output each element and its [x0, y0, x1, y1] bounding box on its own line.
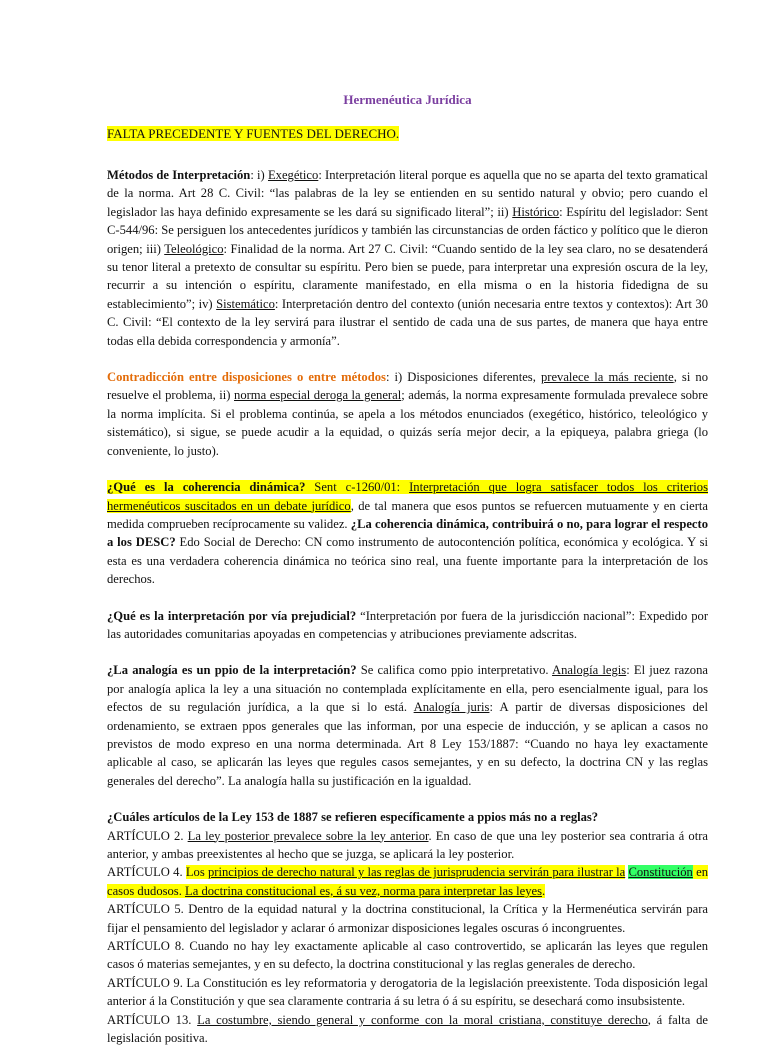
underlined-term: prevalece la más reciente — [540, 370, 674, 385]
highlighted-text: Interpretación que logra satisfacer todos los criterios hermenéuticos suscitados en un debate jurídico — [107, 480, 708, 513]
text-run: ARTÍCULO 2. — [107, 828, 188, 843]
highlighted-text: La doctrina constitucional es, á su vez, norma para interpretar las leyes — [185, 883, 543, 898]
paragraph-prejudicial — [107, 607, 708, 644]
paragraph-coherence — [107, 478, 708, 588]
text-run: Edo Social de Derecho: CN como instrumento de autocontención política, económica y ecológica. Y si esta es una verdadera coherencia dinámica no teórica sino real, una fuente importante para la interpretación de los derechos. — [107, 535, 708, 587]
text-run: : El juez razona por analogía aplica la ley a una situación no contemplada explícitamente en ella, pero esencialmente igual, para los efectos de su regulación jurídica, a la que si lo está. — [107, 663, 708, 715]
paragraph-heading: ¿La analogía es un ppio de la interpretación? — [107, 663, 357, 678]
highlighted-text: en casos dudosos — [107, 865, 708, 898]
paragraph-methods — [107, 166, 708, 350]
paragraph-heading: ¿Qué es la interpretación por vía prejudicial? — [107, 608, 357, 623]
text-run: : Espíritu del legislador: Sent C-544/96: Se persiguen los antecedentes jurídicos y también las circunstancias de orden fáctico y político que le dieron origen; iii) — [107, 204, 708, 256]
section-banner — [107, 126, 708, 142]
paragraph-heading: Métodos de Interpretación — [107, 168, 251, 182]
green-highlighted-text: Constitución — [628, 865, 693, 880]
paragraph-contradiction — [107, 368, 708, 460]
paragraph-subheading: ¿La coherencia dinámica, contribuirá o no, para lograr el respecto a los DESC? — [107, 516, 708, 550]
text-run: : i) Disposiciones diferentes, — [385, 370, 541, 385]
article-2 — [107, 827, 708, 864]
highlighted-text: Los — [185, 865, 208, 880]
text-run: , de tal manera que esos puntos se refuercen mutuamente y en cierta medida comprueben recíprocamente su validez. — [107, 498, 708, 531]
underlined-term: Sistemático — [216, 296, 275, 311]
underlined-term: Histórico — [512, 204, 560, 219]
text-run: Se califica como ppio interpretativo. — [356, 663, 553, 678]
text-run: ARTÍCULO 13. — [107, 1012, 198, 1027]
underlined-term: La costumbre, siendo general y conforme con la moral cristiana, constituye derecho — [197, 1012, 648, 1027]
text-run: Sent c-1260/01: — [305, 480, 410, 495]
highlighted-text: principios de derecho natural y las reglas de jurisprudencia servirán para ilustrar la — [207, 865, 626, 880]
text-run: : Interpretación dentro del contexto (unión necesaria entre textos y contextos): Art 30 C. Civil: “El contexto de la ley servirá para ilustrar el sentido de cada una de sus partes, de manera que haya entre todas ella debida correspondencia y armonía”. — [107, 296, 708, 348]
text-run: : Finalidad de la norma. Art 27 C. Civil: “Cuando sentido de la ley sea claro, no se desatenderá su tenor literal a pretexto de consultar su espíritu. Pero bien se puede, para interpretar una expresión oscura de la ley, recurrir a su intención o espíritu, claramente manifestado, en ella misma o en la historia fidedigna de su establecimiento”; iv) — [107, 241, 709, 311]
paragraph-articles-heading — [107, 808, 708, 826]
text-run: “Interpretación por fuera de la jurisdicción nacional”: Expedido por las autoridades comunitarias apoyadas en competencias y atribuciones previamente adscritas. — [107, 608, 709, 641]
text-run: : i) — [250, 168, 268, 182]
paragraph-heading: ¿Cuáles artículos de la Ley 153 de 1887 se refieren específicamente a ppios más no a reglas? — [107, 810, 599, 825]
underlined-term: La ley posterior prevalece sobre la ley anterior — [187, 828, 429, 843]
text-run: , si no resuelve el problema, ii) — [107, 370, 709, 403]
article-5: ARTÍCULO 5. Dentro de la equidad natural y la doctrina constitucional, la Crítica y la Hermenéutica servirán para fijar el pensamiento del legislador y aclarar ó armonizar disposiciones legales oscuras ó incongruentes. — [107, 902, 708, 935]
banner-text: FALTA PRECEDENTE Y FUENTES DEL DERECHO. — [107, 126, 400, 141]
text-run: : A partir de diversas disposiciones del ordenamiento, se extraen ppos generales que las informan, por una especie de inducción, y se aplican a casos no previstos de modo expreso en una norma determinada. Art 8 Ley 153/1887: “Cuando no haya ley exactamente aplicable al caso, se aplicarán las leyes que regules casos semejantes, y en su defecto, la doctrina CN y las reglas generales del derecho”. La analogía halla su justificación en la igualdad. — [107, 700, 708, 788]
highlighted-text: . — [178, 883, 186, 898]
underlined-term: Teleológico — [164, 241, 224, 256]
underlined-term: Analogía legis — [552, 663, 627, 678]
article-8: ARTÍCULO 8. Cuando no hay ley exactamente aplicable al caso controvertido, se aplicarán las leyes que regulen casos ó materias semejantes, y en su defecto, la doctrina constitucional y las reglas generales de derecho. — [107, 939, 708, 972]
article-4 — [107, 863, 708, 900]
article-13 — [107, 1011, 708, 1047]
text-run: ; además, la norma expresamente formulada prevalece sobre la norma implícita. Si el problema continúa, se apela a los métodos enunciados (exegético, histórico, teleológico y sistemático), si sigue, se puede acudir a la equidad, o quizás sería mejor decir, a la epiqueya, palabra griega (lo conveniente, lo justo). — [107, 388, 708, 458]
paragraph-heading: Contradicción entre disposiciones o entre métodos — [107, 370, 386, 385]
paragraph-heading: ¿Qué es la coherencia dinámica? — [107, 480, 306, 495]
text-run: : Interpretación literal porque es aquella que no se aparta del texto gramatical de la norma. Art 28 C. Civil: “las palabras de la ley se entienden en su sentido natural y obvio; pero cuando el legislador las haya definido expresamente se les dará su significado literal”; ii) — [107, 168, 708, 219]
underlined-term: norma especial deroga la general — [234, 388, 402, 403]
text-run: . En caso de que una ley posterior sea contraria á otra anterior, y ambas preexistentes al hecho que se juzga, se aplicará la ley posterior. — [107, 828, 708, 861]
paragraph-analogy — [107, 661, 708, 790]
text-run: ARTÍCULO 4. — [107, 865, 186, 880]
text-run: , á falta de legislación positiva. — [107, 1012, 708, 1046]
underlined-term: Exegético — [267, 168, 319, 182]
underlined-term: Analogía juris — [413, 700, 490, 715]
highlighted-text: . — [542, 883, 546, 898]
article-9: ARTÍCULO 9. La Constitución es ley reformatoria y derogatoria de la legislación preexistente. Toda disposición legal anterior á la Constitución y que sea claramente contraria á su letra ó á su espíritu, se desechará como insubsistente. — [107, 975, 708, 1009]
document-title: Hermenéutica Jurídica — [343, 92, 472, 107]
